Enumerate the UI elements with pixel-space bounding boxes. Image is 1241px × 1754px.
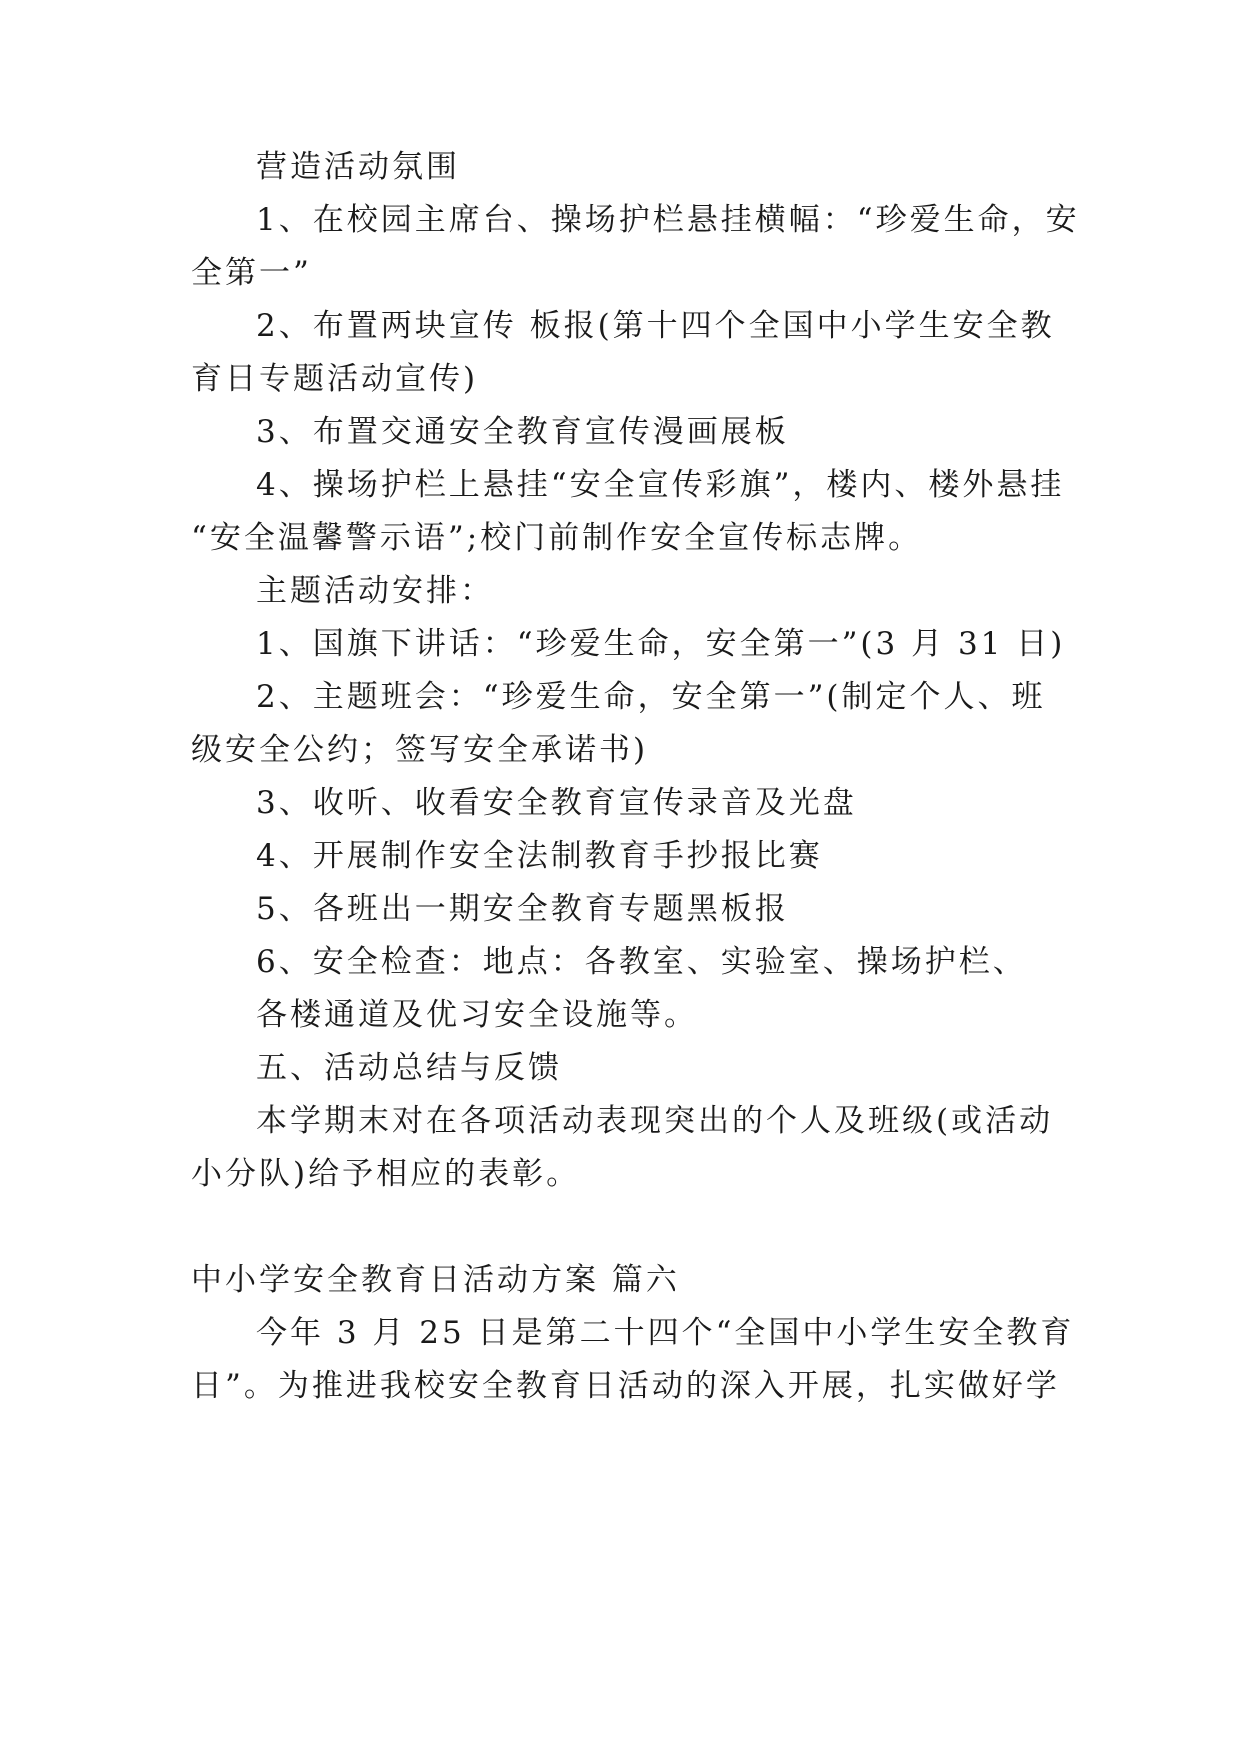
paragraph-line: 日”。为推进我校安全教育日活动的深入开展，扎实做好学	[191, 1368, 1060, 1404]
paragraph-line: 级安全公约；签写安全承诺书)	[191, 732, 649, 768]
paragraph-line: 全第一”	[191, 255, 312, 291]
heading-theme-activities: 主题活动安排：	[256, 573, 494, 609]
paragraph-line: 1、在校园主席台、操场护栏悬挂横幅：“珍爱生命，安	[256, 202, 1080, 238]
paragraph-line: 5、各班出一期安全教育专题黑板报	[256, 891, 789, 927]
paragraph-line: 2、主题班会：“珍爱生命，安全第一”(制定个人、班	[256, 679, 1046, 715]
paragraph-line: 今年 3 月 25 日是第二十四个“全国中小学生安全教育	[256, 1315, 1075, 1351]
section-title: 中小学安全教育日活动方案 篇六	[191, 1262, 680, 1298]
paragraph-line: 1、国旗下讲话：“珍爱生命，安全第一”(3 月 31 日)	[256, 626, 1066, 662]
paragraph-line: 3、布置交通安全教育宣传漫画展板	[256, 414, 789, 450]
paragraph-line: 小分队)给予相应的表彰。	[191, 1156, 581, 1192]
heading-activity-atmosphere: 营造活动氛围	[256, 149, 460, 185]
paragraph-line: 各楼通道及优习安全设施等。	[256, 997, 698, 1033]
heading-summary-feedback: 五、活动总结与反馈	[256, 1050, 562, 1086]
paragraph-line: 4、操场护栏上悬挂“安全宣传彩旗”，楼内、楼外悬挂	[256, 467, 1065, 503]
paragraph-line: 2、布置两块宣传 板报(第十四个全国中小学生安全教	[256, 308, 1055, 344]
paragraph-line: 本学期末对在各项活动表现突出的个人及班级(或活动	[256, 1103, 1054, 1139]
paragraph-line: 育日专题活动宣传)	[191, 361, 479, 397]
paragraph-line: 3、收听、收看安全教育宣传录音及光盘	[256, 785, 857, 821]
paragraph-line: 6、安全检查：地点：各教室、实验室、操场护栏、	[256, 944, 1027, 980]
paragraph-line: 4、开展制作安全法制教育手抄报比赛	[256, 838, 823, 874]
paragraph-line: “安全温馨警示语”;校门前制作安全宣传标志牌。	[191, 520, 923, 556]
